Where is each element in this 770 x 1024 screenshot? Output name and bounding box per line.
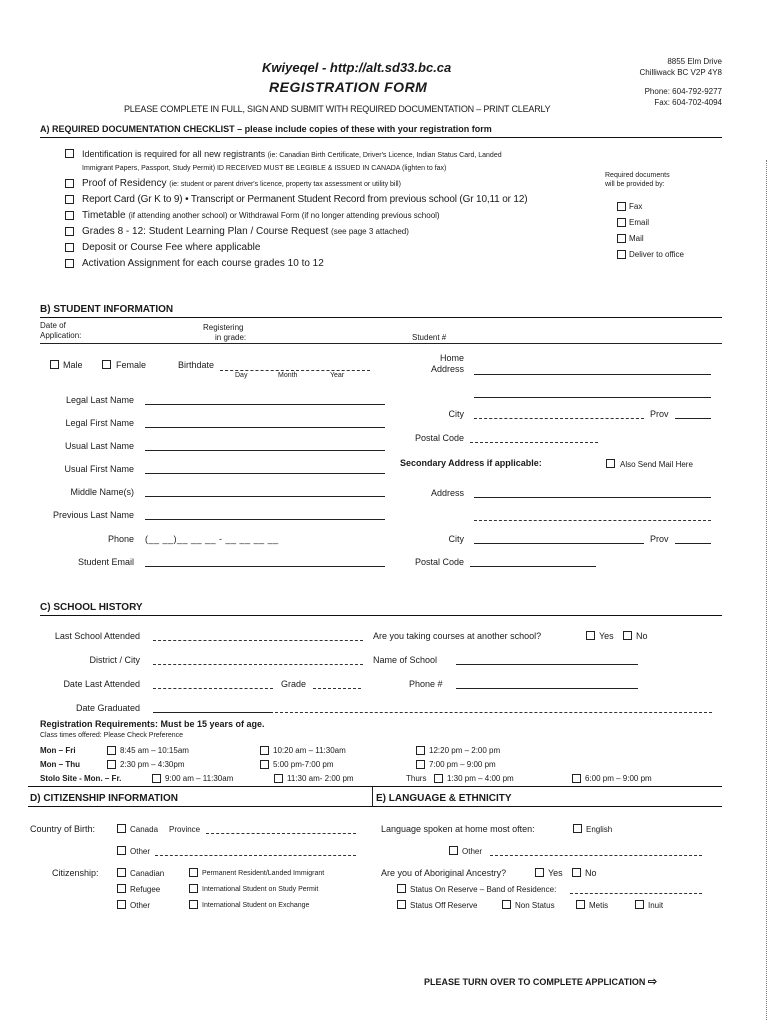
province-label: Province	[169, 825, 201, 834]
mon-thu-label: Mon – Thu	[40, 760, 80, 769]
checkbox-inuit[interactable]	[635, 900, 644, 909]
grade-field[interactable]	[313, 688, 361, 689]
turn-over-note: PLEASE TURN OVER TO COMPLETE APPLICATION ⇨	[424, 976, 658, 988]
postal2-field[interactable]	[470, 566, 596, 567]
checkbox-refugee[interactable]	[117, 884, 126, 893]
female-label: Female	[116, 360, 147, 370]
checkbox-canadian[interactable]	[117, 868, 126, 877]
previous-last-field[interactable]	[145, 519, 385, 520]
option-fax: Fax	[629, 202, 643, 211]
section-c-heading: C) SCHOOL HISTORY	[40, 602, 143, 613]
home-address-field[interactable]	[474, 374, 711, 375]
checkbox-activation[interactable]	[65, 259, 74, 268]
postal-code-label: Postal Code	[414, 433, 464, 443]
citizenship-other-label: Other	[130, 901, 151, 910]
form-instruction: PLEASE COMPLETE IN FULL, SIGN AND SUBMIT WITH REQUIRED DOCUMENTATION – PRINT CLEARLY	[124, 104, 551, 114]
checklist-item: Grades 8 - 12: Student Learning Plan / Course Request (see page 3 attached)	[82, 226, 409, 237]
school-name: Kwiyeqel - http://alt.sd33.bc.ca	[262, 60, 452, 75]
checkbox-stolo-900[interactable]	[152, 774, 161, 783]
also-send-label: Also Send Mail Here	[620, 460, 693, 469]
prov2-field[interactable]	[675, 543, 711, 544]
city2-field[interactable]	[474, 543, 644, 544]
slot-label: 6:00 pm – 9:00 pm	[585, 774, 652, 783]
form-title: REGISTRATION FORM	[269, 79, 428, 95]
birthdate-label: Birthdate	[178, 360, 215, 370]
checkbox-slot-1020[interactable]	[260, 746, 269, 755]
checkbox-fax[interactable]	[617, 202, 626, 211]
home-label: Home	[439, 353, 464, 363]
postal2-label: Postal Code	[414, 557, 464, 567]
slot-label: 9:00 am – 11:30am	[165, 774, 234, 783]
checkbox-thurs-130[interactable]	[434, 774, 443, 783]
slot-label: 1:30 pm – 4:00 pm	[447, 774, 514, 783]
checklist-item: Proof of Residency (ie: student or parent driver's licence, property tax assessment or utility bill)	[82, 178, 401, 189]
section-de-rule	[28, 806, 722, 807]
band-field[interactable]	[570, 893, 702, 894]
last-school-field[interactable]	[153, 640, 363, 641]
middle-name-label: Middle Name(s)	[70, 487, 134, 497]
checkbox-status-off-reserve[interactable]	[397, 900, 406, 909]
student-email-label: Student Email	[77, 557, 134, 567]
provided-by-label: will be provided by:	[605, 181, 665, 188]
canadian-label: Canadian	[130, 869, 165, 878]
checkbox-slot-230[interactable]	[107, 760, 116, 769]
birthdate-field[interactable]	[220, 370, 370, 371]
date-grad-label: Date Graduated	[75, 703, 140, 713]
checkbox-slot-1220[interactable]	[416, 746, 425, 755]
registration-requirements: Registration Requirements: Must be 15 years of age.	[40, 719, 265, 729]
in-grade-label: in grade:	[215, 333, 247, 342]
legal-first-label: Legal First Name	[65, 418, 134, 428]
checkbox-citizenship-other[interactable]	[117, 900, 126, 909]
home-address-label: Address	[430, 364, 464, 374]
checklist-item-cont: Immigrant Papers, Passport, Study Permit) ID RECEIVED MUST BE LEGIBLE & ISSUED IN CANADA (lighten to fax)	[82, 165, 447, 172]
section-a-heading: A) REQUIRED DOCUMENTATION CHECKLIST – please include copies of these with your registration form	[40, 124, 492, 134]
checkbox-female[interactable]	[102, 360, 111, 369]
usual-first-label: Usual First Name	[64, 464, 134, 474]
language-other-field[interactable]	[490, 855, 702, 856]
checkbox-stolo-1130[interactable]	[274, 774, 283, 783]
postal-code-field[interactable]	[470, 442, 598, 443]
legal-last-label: Legal Last Name	[65, 395, 134, 405]
non-status-label: Non Status	[515, 901, 555, 910]
legal-first-field[interactable]	[145, 427, 385, 428]
checkbox-other-school-no[interactable]	[623, 631, 632, 640]
option-email: Email	[629, 218, 650, 227]
fax-number: Fax: 604-702-4094	[654, 98, 722, 107]
perm-res-label: Permanent Resident/Landed Immigrant	[202, 870, 325, 877]
no-label: No	[636, 631, 648, 641]
city2-label: City	[448, 534, 464, 544]
status-off-label: Status Off Reserve	[410, 901, 478, 910]
checklist-item: Deposit or Course Fee where applicable	[82, 242, 261, 253]
checkbox-slot-700[interactable]	[416, 760, 425, 769]
slot-label: 7:00 pm – 9:00 pm	[429, 760, 496, 769]
checkbox-residency[interactable]	[65, 179, 74, 188]
section-d-heading: D) CITIZENSHIP INFORMATION	[30, 793, 178, 804]
province-field[interactable]	[206, 833, 356, 834]
checkbox-intl-study[interactable]	[189, 884, 198, 893]
schedule-divider	[372, 786, 373, 806]
phone-num-label: Phone #	[409, 679, 443, 689]
checklist-item: Report Card (Gr K to 9) • Transcript or Permanent Student Record from previous school (Gr 10,11 or 12)	[82, 194, 528, 205]
city-field[interactable]	[474, 418, 644, 419]
slot-label: 2:30 pm – 4:30pm	[120, 760, 185, 769]
citizenship-label: Citizenship:	[52, 868, 99, 878]
other-school-question: Are you taking courses at another school?	[373, 631, 542, 641]
checkbox-email[interactable]	[617, 218, 626, 227]
checklist-item: Timetable (if attending another school) or Withdrawal Form (if no longer attending previous school)	[82, 210, 440, 221]
address2-field[interactable]	[474, 497, 711, 498]
checkbox-english[interactable]	[573, 824, 582, 833]
intl-study-label: International Student on Study Permit	[202, 886, 319, 893]
usual-first-field[interactable]	[145, 473, 385, 474]
legal-last-field[interactable]	[145, 404, 385, 405]
checkbox-timetable[interactable]	[65, 211, 74, 220]
registering-label: Registering	[203, 323, 244, 332]
refugee-label: Refugee	[130, 885, 161, 894]
intl-exchange-label: International Student on Exchange	[202, 902, 310, 909]
status-on-label: Status On Reserve – Band of Residence:	[410, 885, 557, 894]
slot-label: 5:00 pm-7:00 pm	[273, 760, 334, 769]
checkbox-birth-other[interactable]	[117, 846, 126, 855]
usual-last-label: Usual Last Name	[64, 441, 134, 451]
checkbox-identification[interactable]	[65, 149, 74, 158]
prov2-label: Prov	[650, 534, 669, 544]
phone-label: Phone	[107, 534, 134, 544]
yes-label: Yes	[599, 631, 614, 641]
name-of-school-field[interactable]	[456, 664, 638, 665]
address2-field-2[interactable]	[474, 520, 711, 521]
district-field[interactable]	[153, 664, 363, 665]
month-label: Month	[278, 372, 298, 379]
checkbox-permanent-resident[interactable]	[189, 868, 198, 877]
language-question: Language spoken at home most often:	[381, 824, 535, 834]
date-of-label: Date of	[40, 321, 66, 330]
stolo-label: Stolo Site - Mon. – Fr.	[40, 774, 122, 783]
date-last-label: Date Last Attended	[63, 679, 140, 689]
inuit-label: Inuit	[648, 901, 664, 910]
phone-num-field[interactable]	[456, 688, 638, 689]
checkbox-canada[interactable]	[117, 824, 126, 833]
phone-field[interactable]: (__ __)__ __ __ - __ __ __ __	[145, 534, 279, 544]
birth-other-label: Other	[130, 847, 151, 856]
thurs-label: Thurs	[406, 774, 427, 783]
checkbox-deposit[interactable]	[65, 243, 74, 252]
provided-by-label: Required documents	[605, 172, 670, 179]
student-number-label: Student #	[412, 333, 447, 342]
application-label: Application:	[40, 331, 82, 340]
address-line-1: 8855 Elm Drive	[667, 57, 722, 66]
section-c-rule	[40, 615, 722, 616]
option-deliver: Deliver to office	[629, 250, 684, 259]
canada-label: Canada	[130, 825, 159, 834]
checkbox-other-school-yes[interactable]	[586, 631, 595, 640]
checkbox-slot-500[interactable]	[260, 760, 269, 769]
aboriginal-question: Are you of Aboriginal Ancestry?	[381, 868, 507, 878]
section-b-rule	[40, 317, 722, 318]
prov-field[interactable]	[675, 418, 711, 419]
slot-label: 11:30 am- 2:00 pm	[287, 774, 354, 783]
aboriginal-no-label: No	[585, 868, 597, 878]
birth-other-field[interactable]	[155, 855, 356, 856]
checklist-item: Activation Assignment for each course grades 10 to 12	[82, 258, 324, 269]
section-de-rule-top	[28, 786, 722, 787]
class-times-label: Class times offered: Please Check Preference	[40, 732, 184, 739]
usual-last-field[interactable]	[145, 450, 385, 451]
checkbox-aboriginal-yes[interactable]	[535, 868, 544, 877]
section-b-heading: B) STUDENT INFORMATION	[40, 304, 174, 315]
checkbox-aboriginal-no[interactable]	[572, 868, 581, 877]
scan-edge	[766, 160, 768, 1020]
middle-name-field[interactable]	[145, 496, 385, 497]
address2-label: Address	[430, 488, 464, 498]
english-label: English	[586, 825, 613, 834]
phone-number: Phone: 604-792-9277	[644, 87, 722, 96]
checkbox-status-on-reserve[interactable]	[397, 884, 406, 893]
checkbox-metis[interactable]	[576, 900, 585, 909]
option-mail: Mail	[629, 234, 644, 243]
slot-label: 12:20 pm – 2:00 pm	[429, 746, 501, 755]
checkbox-male[interactable]	[50, 360, 59, 369]
prov-label: Prov	[650, 409, 669, 419]
slot-label: 10:20 am – 11:30am	[273, 746, 346, 755]
date-last-field[interactable]	[153, 688, 273, 689]
secondary-address-label: Secondary Address if applicable:	[400, 458, 542, 468]
checkbox-slot-600[interactable]	[572, 774, 581, 783]
checkbox-slot-845[interactable]	[107, 746, 116, 755]
address-line-2: Chilliwack BC V2P 4Y8	[639, 68, 722, 77]
checkbox-language-other[interactable]	[449, 846, 458, 855]
grade-label: Grade	[281, 679, 307, 689]
country-birth-label: Country of Birth:	[30, 824, 96, 834]
mon-fri-label: Mon – Fri	[40, 746, 76, 755]
name-of-school-label: Name of School	[373, 655, 438, 665]
checkbox-deliver[interactable]	[617, 250, 626, 259]
metis-label: Metis	[589, 901, 609, 910]
checkbox-non-status[interactable]	[502, 900, 511, 909]
checkbox-mail[interactable]	[617, 234, 626, 243]
checkbox-learning-plan[interactable]	[65, 227, 74, 236]
language-other-label: Other	[462, 847, 483, 856]
date-grad-field[interactable]	[153, 712, 273, 713]
city-label: City	[448, 409, 464, 419]
section-e-heading: E) LANGUAGE & ETHNICITY	[376, 793, 512, 804]
day-label: Day	[235, 372, 248, 379]
male-label: Male	[63, 360, 83, 370]
application-line[interactable]	[40, 343, 722, 344]
last-school-label: Last School Attended	[54, 631, 140, 641]
slot-label: 8:45 am – 10:15am	[120, 746, 189, 755]
section-c-separator	[275, 712, 712, 713]
year-label: Year	[330, 372, 345, 379]
district-label: District / City	[89, 655, 140, 665]
previous-last-label: Previous Last Name	[52, 510, 134, 520]
checklist-item: Identification is required for all new registrants (ie: Canadian Birth Certificate, Driver's Licence, Indian Status Card, Landed	[82, 149, 502, 159]
checkbox-intl-exchange[interactable]	[189, 900, 198, 909]
checkbox-report-card[interactable]	[65, 195, 74, 204]
home-address-field-2[interactable]	[474, 397, 711, 398]
section-a-rule	[40, 137, 722, 138]
arrow-right-icon: ⇨	[647, 976, 658, 988]
student-email-field[interactable]	[145, 566, 385, 567]
aboriginal-yes-label: Yes	[548, 868, 563, 878]
checkbox-also-send-mail[interactable]	[606, 459, 615, 468]
